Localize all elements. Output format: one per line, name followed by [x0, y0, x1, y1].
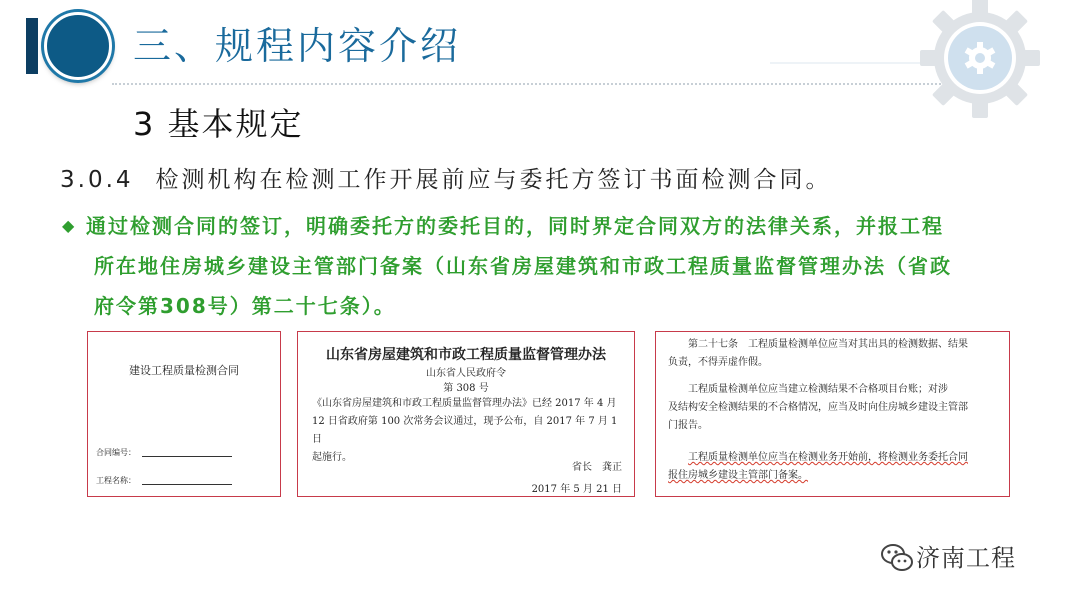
watermark-text: 济南工程: [916, 544, 1016, 572]
article-line: 及结构安全检测结果的不合格情况，应当及时向住房城乡建设主管部: [668, 402, 968, 413]
header-accent-bar: [26, 18, 38, 74]
contract-number-label: 合同编号：: [96, 448, 136, 457]
header-dotted-divider: [112, 83, 952, 85]
regulation-body-line: 12 日省政府第 100 次常务会议通过，现予公布，自 2017 年 7 月 1 日: [312, 416, 618, 445]
regulation-title: 山东省房屋建筑和市政工程质量监督管理办法: [326, 347, 606, 363]
article-line: 工程质量检测单位应当建立检测结果不合格项目台账；对涉: [688, 384, 948, 395]
note-line: 所在地住房城乡建设主管部门备案（山东省房屋建筑和市政工程质量监督管理办法（省政: [94, 254, 952, 278]
article-highlighted-paragraph: [668, 449, 1002, 485]
gear-icon: [918, 0, 1046, 118]
regulation-document-image: [297, 331, 635, 497]
regulation-date: 2017 年 5 月 21 日: [531, 484, 622, 495]
clause-line: [60, 164, 832, 196]
article-line: 门报告。: [668, 420, 708, 431]
article-line: 工程质量检测单位应当在检测业务开始前，将检测业务委托合同: [688, 452, 968, 463]
article-line: 报住房城乡建设主管部门备案。: [668, 470, 808, 481]
note-paragraph: [62, 206, 992, 326]
note-line: 通过检测合同的签订，明确委托方的委托目的，同时界定合同双方的法律关系，并报工程: [86, 214, 944, 238]
contract-project-field: [96, 475, 232, 486]
contract-number-field: [96, 447, 232, 458]
article-paragraph: [668, 381, 1002, 435]
regulation-order-number: 第 308 号: [443, 383, 489, 394]
article-paragraph: [668, 336, 1002, 372]
clause-number: 3.0.4: [60, 167, 134, 193]
contract-project-label: 工程名称：: [96, 476, 136, 485]
contract-title: 建设工程质量检测合同: [129, 364, 239, 377]
regulation-issuer: 山东省人民政府令: [426, 368, 506, 379]
regulation-body-line: 《山东省房屋建筑和市政工程质量监督管理办法》已经 2017 年 4 月: [312, 398, 617, 409]
regulation-body-line: 起施行。: [312, 452, 352, 463]
article-line: 负责，不得弄虚作假。: [668, 357, 768, 368]
diamond-bullet-icon: ◆: [62, 216, 77, 235]
header-circle-icon: [44, 12, 112, 80]
clause-text: 检测机构在检测工作开展前应与委托方签订书面检测合同。: [155, 167, 832, 193]
wechat-icon: [880, 541, 914, 575]
section-heading: 3 基本规定: [133, 105, 304, 143]
article-line: 第二十七条 工程质量检测单位应当对其出具的检测数据、结果: [688, 339, 968, 350]
contract-document-image: [87, 331, 281, 497]
regulation-signer: 省长 龚正: [572, 462, 622, 473]
header-light-line: [770, 62, 920, 64]
slide-title: 三、规程内容介绍: [133, 24, 462, 68]
article-document-image: [655, 331, 1010, 497]
regulation-body: [312, 395, 626, 467]
note-line: 府令第308号）第二十七条）。: [94, 294, 396, 318]
